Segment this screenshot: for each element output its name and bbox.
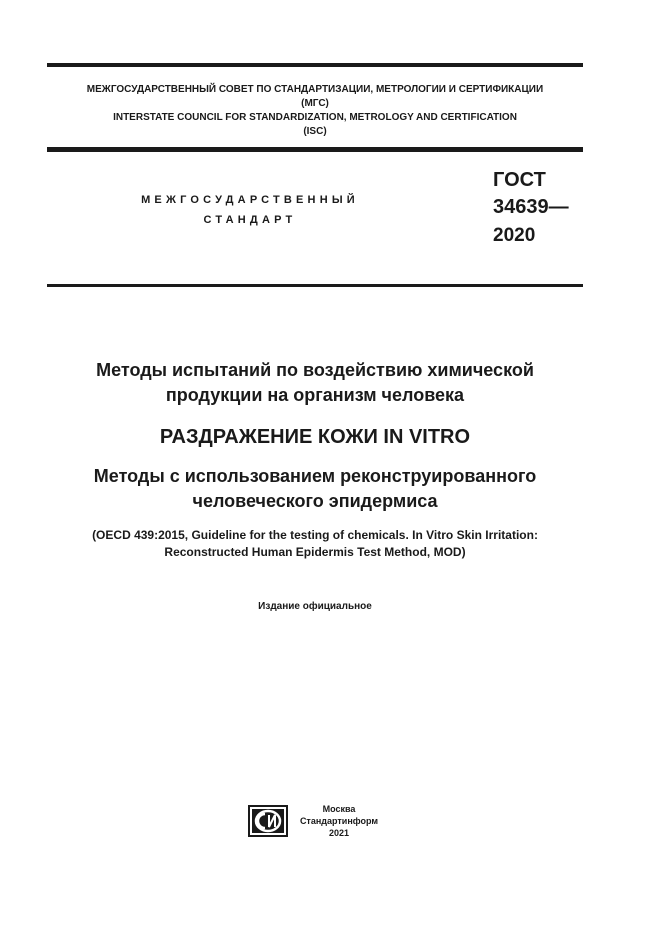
council-ru-line1: МЕЖГОСУДАРСТВЕННЫЙ СОВЕТ ПО СТАНДАРТИЗАЦИИ, МЕТРОЛОГИИ И СЕРТИФИКАЦИИ <box>86 84 544 95</box>
oecd-reference <box>47 527 583 561</box>
council-name-en <box>47 111 583 139</box>
council-ru-line2: (МГС) <box>301 98 329 109</box>
gost-year: 2020 <box>493 225 536 246</box>
standard-type-line1: МЕЖГОСУДАРСТВЕННЫЙ <box>141 194 359 206</box>
gost-code: ГОСТ <box>493 169 546 191</box>
title-line1: Методы испытаний по воздействию химической <box>96 360 534 380</box>
publisher-name: Стандартинформ <box>299 816 379 826</box>
document-title <box>47 358 583 408</box>
publisher-city: Москва <box>322 804 356 814</box>
gost-number: 34639— <box>493 196 569 218</box>
oecd-line1: (OECD 439:2015, Guideline for the testing of chemicals. In Vitro Skin Irritation: <box>92 528 538 542</box>
middle-rule <box>47 147 583 152</box>
title-line2: продукции на организм человека <box>165 385 465 405</box>
bottom-rule <box>47 284 583 287</box>
council-en-line2: (ISC) <box>303 126 327 137</box>
subtitle-line2: человеческого эпидермиса <box>192 491 438 511</box>
standartinform-logo-icon <box>248 805 288 837</box>
council-name-ru <box>47 83 583 111</box>
subtitle-line1: Методы с использованием реконструированного <box>93 466 537 486</box>
publisher-year: 2021 <box>328 828 350 838</box>
document-title-caps: РАЗДРАЖЕНИЕ КОЖИ IN VITRO <box>159 426 471 448</box>
oecd-line2: Reconstructed Human Epidermis Test Method, MOD) <box>164 545 466 559</box>
standard-type-line2: СТАНДАРТ <box>203 214 297 226</box>
edition-label: Издание официальное <box>258 601 372 612</box>
top-rule <box>47 63 583 67</box>
document-subtitle <box>47 464 583 514</box>
publisher-block <box>296 803 382 839</box>
council-en-line1: INTERSTATE COUNCIL FOR STANDARDIZATION, METROLOGY AND CERTIFICATION <box>113 112 517 123</box>
